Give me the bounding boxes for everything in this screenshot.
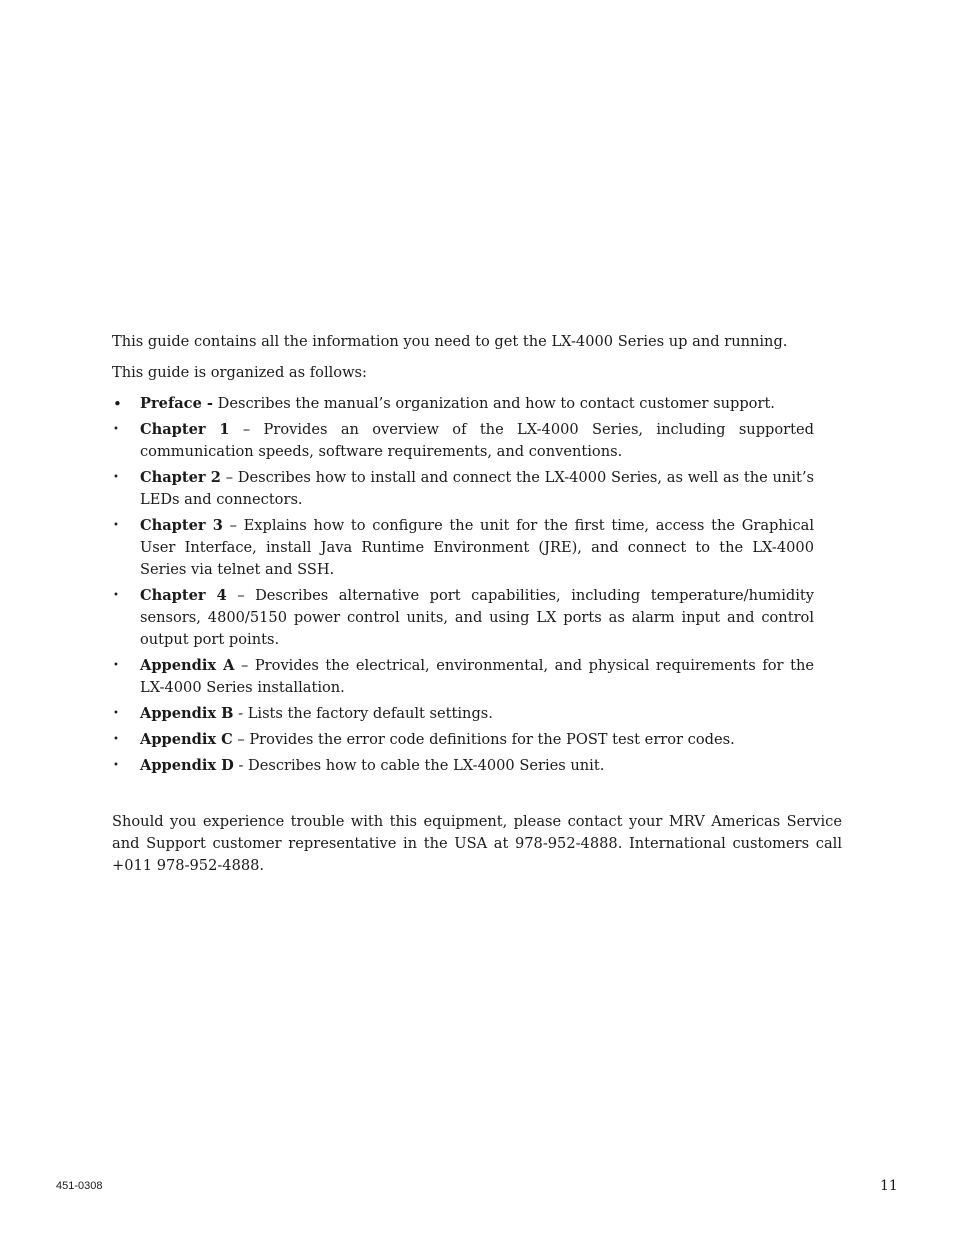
item-description: - Describes how to cable the LX-4000 Series unit. [233, 757, 605, 774]
bullet-icon: • [113, 708, 119, 719]
list-item-appendix-a [112, 655, 814, 699]
item-term: Chapter 2 [140, 469, 221, 486]
item-term: Chapter 4 [140, 587, 227, 604]
bullet-icon: • [113, 520, 119, 531]
list-item-chapter-4 [112, 585, 814, 651]
item-description: – Explains how to configure the unit for the first time, access the Graphical User Interface, install Java Runtime Environment (JRE), and connect to the LX-4000 Series via telnet and SSH. [140, 517, 814, 578]
bullet-icon: • [113, 424, 119, 435]
item-description: Describes the manual’s organization and how to contact customer support. [213, 395, 775, 412]
item-term: Preface - [140, 395, 213, 412]
chapter-list [112, 393, 814, 777]
item-description: – Provides the error code definitions for the POST test error codes. [232, 731, 735, 748]
item-term: Appendix C [140, 731, 233, 748]
item-term: Appendix A [140, 657, 235, 674]
bullet-icon: • [113, 660, 119, 671]
item-term: Chapter 3 [140, 517, 223, 534]
bullet-icon: • [113, 395, 122, 413]
item-description: – Describes alternative port capabilities, including temperature/humidity sensors, 4800/5150 power control units, and using LX ports as alarm input and control output port points. [140, 587, 814, 648]
item-term: Chapter 1 [140, 421, 230, 438]
list-item-appendix-d [112, 755, 814, 777]
item-description: – Describes how to install and connect the LX-4000 Series, as well as the unit’s LEDs and connectors. [140, 469, 814, 508]
list-item-chapter-2 [112, 467, 814, 511]
page-number: 11 [880, 1178, 898, 1194]
item-term: Appendix D [140, 757, 234, 774]
list-item-appendix-c [112, 729, 814, 751]
intro-paragraph: This guide contains all the information you need to get the LX-4000 Series up and running. [112, 333, 788, 350]
document-number: 451-0308 [56, 1180, 103, 1192]
bullet-icon: • [113, 760, 119, 771]
support-paragraph: Should you experience trouble with this equipment, please contact your MRV Americas Service and Support customer representative in the USA at 978-952-4888. International customers call +011 978-952-4888. [112, 813, 842, 874]
item-description: – Provides an overview of the LX-4000 Series, including supported communication speeds, software requirements, and conventions. [140, 421, 814, 460]
list-item-chapter-3 [112, 515, 814, 581]
item-description: – Provides the electrical, environmental, and physical requirements for the LX-4000 Series installation. [140, 657, 814, 696]
item-description: - Lists the factory default settings. [233, 705, 493, 722]
list-item-appendix-b [112, 703, 814, 725]
organization-paragraph: This guide is organized as follows: [112, 364, 367, 381]
bullet-icon: • [113, 472, 119, 483]
item-term: Appendix B [140, 705, 234, 722]
list-item-chapter-1 [112, 419, 814, 463]
list-item-preface [112, 393, 814, 415]
main-content [112, 331, 842, 886]
bullet-icon: • [113, 590, 119, 601]
bullet-icon: • [113, 734, 119, 745]
